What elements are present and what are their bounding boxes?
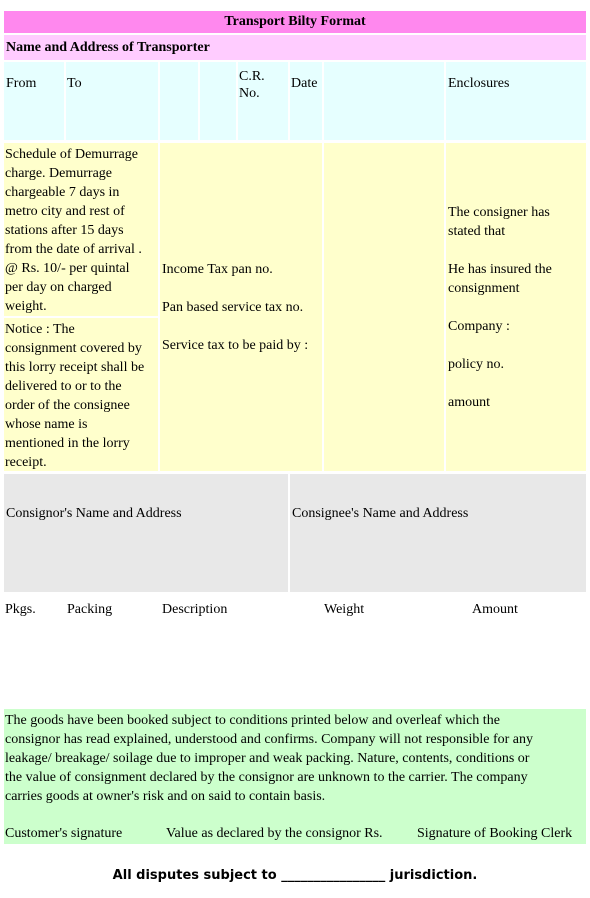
cr-no-cell <box>238 62 288 140</box>
demurrage-line: per day on charged <box>5 280 112 295</box>
from-cell <box>4 62 64 140</box>
enclosures-label: Enclosures <box>448 76 510 91</box>
conditions-line: carries goods at owner's risk and on said to contain basis. <box>5 789 326 804</box>
declared-value-label: Value as declared by the consignor Rs. <box>166 826 383 841</box>
conditions-line: leakage/ breakage/ soilage due to improper and weak packing. Nature, contents, conditions or <box>5 751 530 766</box>
demurrage-line: stations after 15 days <box>5 223 124 238</box>
demurrage-line: Schedule of Demurrage <box>5 147 138 162</box>
demurrage-cell <box>4 143 158 316</box>
notice-line: whose name is <box>5 417 88 432</box>
blank-yellow-cell <box>324 143 444 471</box>
cr-no-label-line1: C.R. <box>239 69 265 84</box>
blank-cell-3 <box>324 62 444 140</box>
consignee-label: Consignee's Name and Address <box>292 506 469 521</box>
company-label: Company : <box>448 319 510 334</box>
weight-header: Weight <box>324 602 365 617</box>
blank-cell-2 <box>200 62 236 140</box>
enclosures-cell <box>446 62 586 140</box>
notice-line: consignment covered by <box>5 341 142 356</box>
consignor-cell <box>4 474 288 592</box>
demurrage-line: @ Rs. 10/- per quintal <box>5 261 130 276</box>
disputes-footer: All disputes subject to ________________ jurisdiction. <box>112 868 478 883</box>
date-cell <box>290 62 322 140</box>
transporter-label: Name and Address of Transporter <box>4 35 586 60</box>
insured-line-1: He has insured the <box>448 262 552 277</box>
stated-line-1: The consigner has <box>448 205 550 220</box>
insurance-cell <box>446 143 586 471</box>
demurrage-line: from the date of arrival . <box>5 242 142 257</box>
consignor-label: Consignor's Name and Address <box>6 506 182 521</box>
notice-line: delivered to or to the <box>5 379 122 394</box>
conditions-line: consignor has read explained, understood and confirms. Company will not responsible for any <box>5 732 533 747</box>
from-label: From <box>6 76 37 91</box>
description-header: Description <box>162 602 228 617</box>
booking-clerk-signature-label: Signature of Booking Clerk <box>417 826 573 841</box>
notice-cell <box>4 318 158 471</box>
notice-line: order of the consignee <box>5 398 130 413</box>
notice-line: this lorry receipt shall be <box>5 360 145 375</box>
demurrage-line: charge. Demurrage <box>5 166 113 181</box>
notice-line: Notice : The <box>5 322 75 337</box>
tax-cell <box>160 143 322 471</box>
conditions-line: The goods have been booked subject to conditions printed below and overleaf which the <box>5 713 500 728</box>
conditions-block <box>4 709 586 844</box>
notice-line: receipt. <box>5 455 47 470</box>
to-label: To <box>67 76 82 91</box>
to-cell <box>66 62 158 140</box>
demurrage-line: chargeable 7 days in <box>5 185 120 200</box>
insured-line-2: consignment <box>448 281 520 296</box>
pkgs-header: Pkgs. <box>5 602 36 617</box>
conditions-line: the value of consignment declared by the consignor are unknown to the carrier. The company <box>5 770 528 785</box>
notice-line: mentioned in the lorry <box>5 436 130 451</box>
stated-line-2: stated that <box>448 224 506 239</box>
consignee-cell <box>290 474 586 592</box>
cr-no-label-line2: No. <box>239 86 260 101</box>
income-tax-label: Income Tax pan no. <box>162 262 273 277</box>
demurrage-line: weight. <box>5 299 47 314</box>
policy-label: policy no. <box>448 357 504 372</box>
service-tax-paid-label: Service tax to be paid by : <box>162 338 309 353</box>
pan-service-tax-label: Pan based service tax no. <box>162 300 304 315</box>
amount-header: Amount <box>472 602 518 617</box>
form-title: Transport Bilty Format <box>4 11 586 33</box>
blank-cell-1 <box>160 62 198 140</box>
date-label: Date <box>291 76 318 91</box>
amount-label: amount <box>448 395 490 410</box>
customer-signature-label: Customer's signature <box>5 826 123 841</box>
demurrage-line: metro city and rest of <box>5 204 125 219</box>
packing-header: Packing <box>67 602 113 617</box>
